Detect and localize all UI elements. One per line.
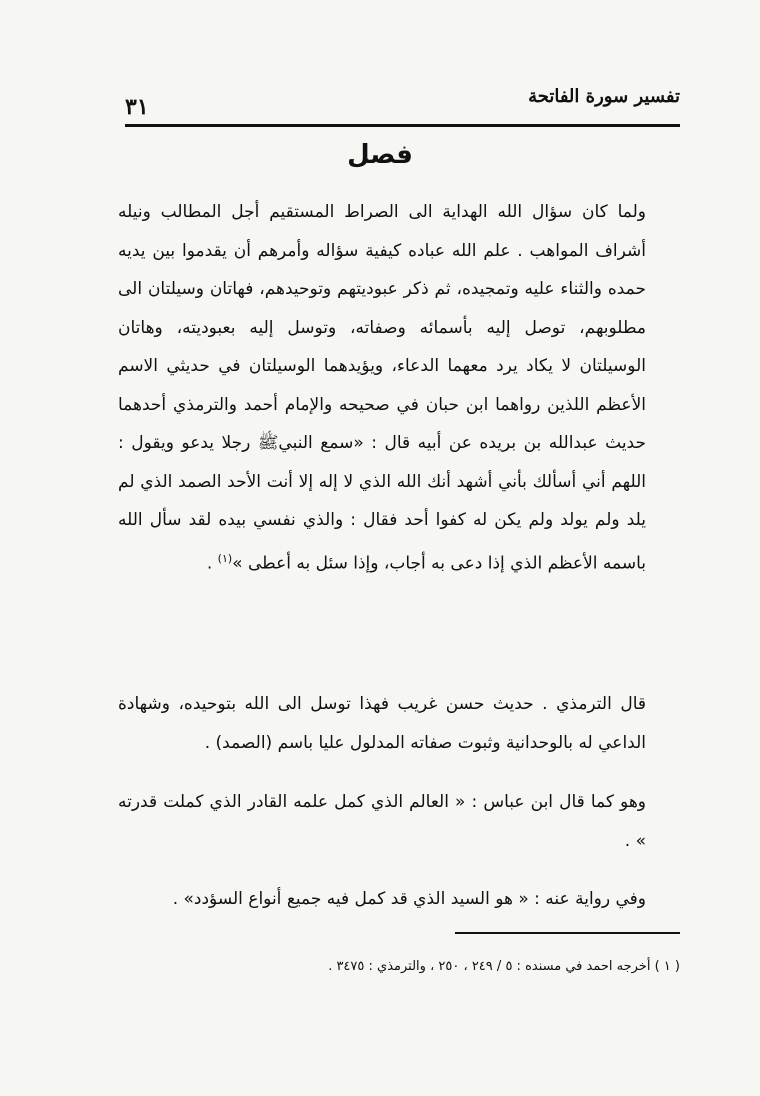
paragraph-2 [118, 685, 680, 762]
paragraph-1-tail: . [206, 553, 218, 574]
section-title: فصل [347, 140, 413, 170]
paragraph-1 [118, 193, 680, 583]
page-header [125, 78, 680, 126]
footnote-separator [455, 932, 680, 934]
paragraph-3-text: وهو كما قال ابن عباس : « العالم الذي كمل علمه القادر الذي كملت قدرته » . [118, 792, 646, 851]
paragraph-4-text: وفي رواية عنه : « هو السيد الذي قد كمل فيه جميع أنواع السؤدد» . [172, 889, 646, 909]
footnote-reference: (١) [217, 551, 233, 565]
footnote: ( ١ ) أخرجه احمد في مسنده : ٥ / ٢٤٩ ، ٢٥٠ ، والترمذي : ٣٤٧٥ . [328, 959, 680, 974]
paragraph-3 [118, 783, 680, 860]
page-number: ٣١ [125, 94, 149, 120]
paragraph-2-text: قال الترمذي . حديث حسن غريب فهذا توسل الى الله بتوحيده، وشهادة الداعي له بالوحدانية وثبوت صفاته المدلول عليا باسم (الصمد) . [118, 694, 646, 753]
running-title: تفسير سورة الفاتحة [528, 86, 680, 107]
paragraph-1-text: ولما كان سؤال الله الهداية الى الصراط المستقيم أجل المطالب ونيله أشراف المواهب . علم الله عباده كيفية سؤاله وأمرهم أن يقدموا بين يديه حمده والثناء عليه وتمجيده، ثم ذكر عبوديتهم وتوحيدهم، فهاتان وسيلتان الى مطلوبهم، توصل إليه بأسمائه وصفاته، وتوسل إليه بعبوديته، وهاتان الوسيلتان لا يكاد يرد معهما الدعاء، ويؤيدهما الوسيلتان في حديثي الاسم الأعظم اللذين رواهما ابن حبان في صحيحه والإمام أحمد والترمذي أحدهما حديث عبدالله بن بريده عن أبيه قال : «سمع النبيﷺ رجلا يدعو ويقول : اللهم أني أسألك بأني أشهد أنك الله الذي لا إله إلا أنت الأحد الصمد الذي لم يلد ولم يولد ولم يكن له كفوا أحد فقال : والذي نفسي بيده لقد سأل الله باسمه الأعظم الذي إذا دعى به أجاب، وإذا سئل به أعطى » [118, 202, 646, 574]
paragraph-4 [118, 880, 680, 919]
header-rule [125, 124, 680, 127]
